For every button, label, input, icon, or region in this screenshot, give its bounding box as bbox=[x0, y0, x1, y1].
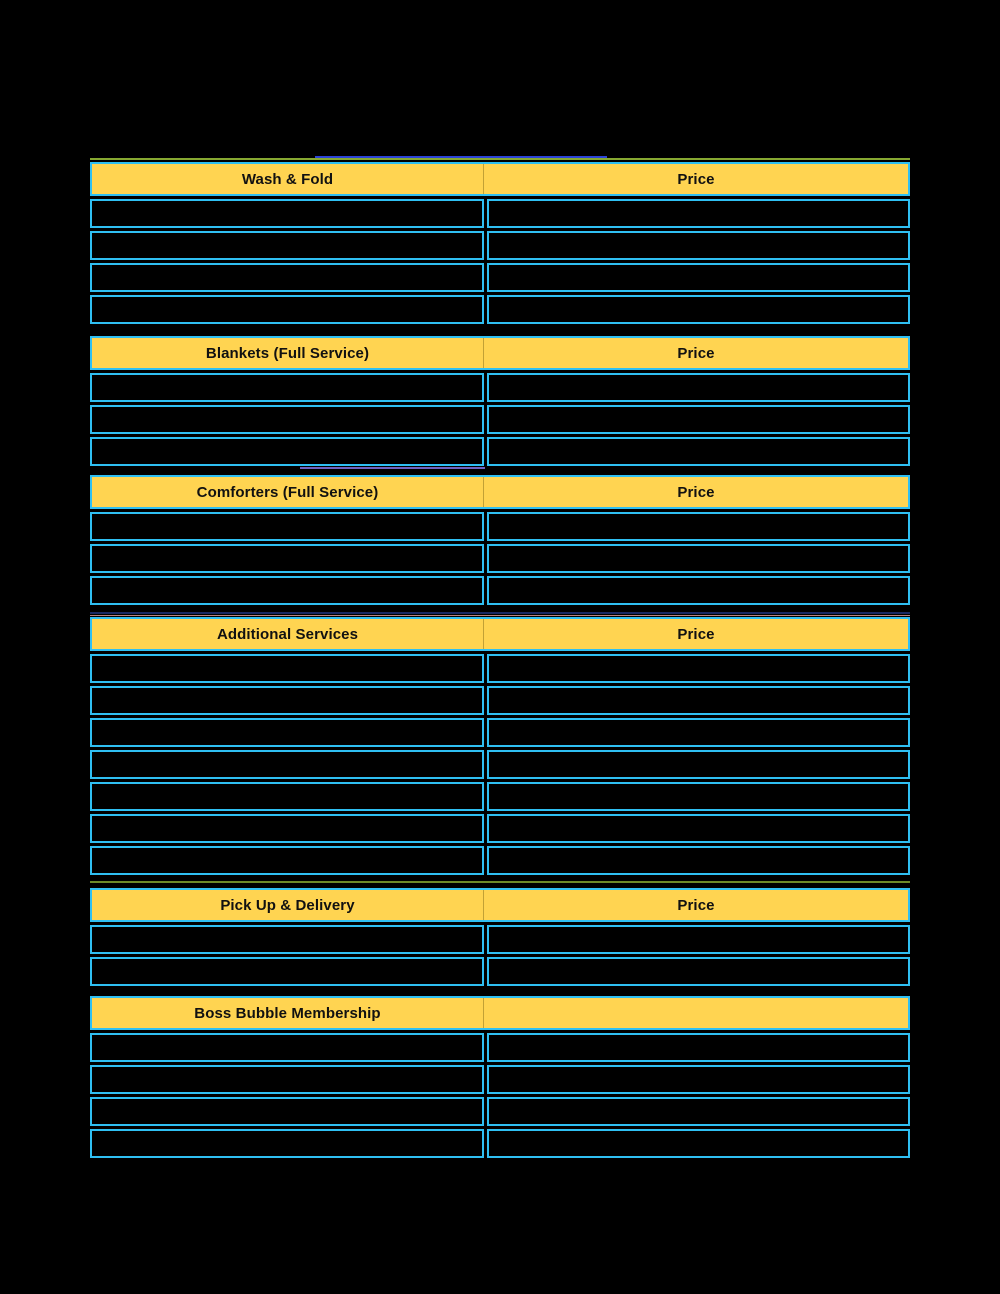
price-cell bbox=[487, 1065, 910, 1094]
service-cell bbox=[90, 718, 484, 747]
service-cell bbox=[90, 1065, 484, 1094]
pricing-table-additional-services bbox=[90, 617, 910, 875]
service-cell bbox=[90, 263, 484, 292]
table-body bbox=[90, 1033, 910, 1158]
table-header-price: Price bbox=[483, 338, 908, 368]
pricing-table-pickup-delivery bbox=[90, 888, 910, 986]
decorative-line bbox=[90, 612, 910, 614]
table-row bbox=[90, 1065, 910, 1094]
table-header-price: Price bbox=[483, 619, 908, 649]
service-cell bbox=[90, 231, 484, 260]
table-row bbox=[90, 373, 910, 402]
pricing-table-comforters bbox=[90, 475, 910, 605]
table-header-price: Price bbox=[483, 477, 908, 507]
table-header-category: Additional Services bbox=[216, 625, 359, 643]
service-cell bbox=[90, 373, 484, 402]
pricing-table-wash-and-fold bbox=[90, 162, 910, 324]
table-row bbox=[90, 576, 910, 605]
table-header-price: Price bbox=[483, 164, 908, 194]
price-cell bbox=[487, 405, 910, 434]
table-row bbox=[90, 263, 910, 292]
price-cell bbox=[487, 199, 910, 228]
service-cell bbox=[90, 437, 484, 466]
price-cell bbox=[487, 231, 910, 260]
table-row bbox=[90, 814, 910, 843]
service-cell bbox=[90, 576, 484, 605]
table-row bbox=[90, 925, 910, 954]
decorative-line bbox=[90, 881, 910, 883]
table-header-price bbox=[483, 998, 908, 1028]
service-cell bbox=[90, 1097, 484, 1126]
service-cell bbox=[90, 295, 484, 324]
table-row bbox=[90, 231, 910, 260]
table-header-category: Blankets (Full Service) bbox=[205, 344, 370, 362]
price-cell bbox=[487, 263, 910, 292]
table-body bbox=[90, 199, 910, 324]
service-cell bbox=[90, 654, 484, 683]
service-cell bbox=[90, 814, 484, 843]
service-cell bbox=[90, 957, 484, 986]
price-cell bbox=[487, 814, 910, 843]
decorative-line bbox=[315, 156, 607, 158]
table-header-row bbox=[90, 336, 910, 370]
price-cell bbox=[487, 654, 910, 683]
table-row bbox=[90, 750, 910, 779]
table-header-row bbox=[90, 475, 910, 509]
pricing-table-membership bbox=[90, 996, 910, 1158]
price-cell bbox=[487, 846, 910, 875]
table-row bbox=[90, 544, 910, 573]
table-header-row bbox=[90, 162, 910, 196]
table-row bbox=[90, 199, 910, 228]
table-row bbox=[90, 1033, 910, 1062]
service-cell bbox=[90, 1129, 484, 1158]
table-header-price: Price bbox=[483, 890, 908, 920]
service-cell bbox=[90, 512, 484, 541]
table-header-category: Wash & Fold bbox=[241, 170, 334, 188]
service-cell bbox=[90, 199, 484, 228]
decorative-line bbox=[300, 467, 485, 469]
table-row bbox=[90, 654, 910, 683]
table-row bbox=[90, 718, 910, 747]
price-cell bbox=[487, 1129, 910, 1158]
table-body bbox=[90, 373, 910, 466]
service-cell bbox=[90, 750, 484, 779]
table-row bbox=[90, 437, 910, 466]
service-cell bbox=[90, 846, 484, 875]
price-cell bbox=[487, 373, 910, 402]
pricing-table-blankets bbox=[90, 336, 910, 466]
price-cell bbox=[487, 925, 910, 954]
table-row bbox=[90, 295, 910, 324]
service-cell bbox=[90, 544, 484, 573]
table-header-category: Comforters (Full Service) bbox=[196, 483, 379, 501]
price-cell bbox=[487, 957, 910, 986]
table-body bbox=[90, 512, 910, 605]
table-row bbox=[90, 846, 910, 875]
service-cell bbox=[90, 925, 484, 954]
table-row bbox=[90, 686, 910, 715]
table-row bbox=[90, 512, 910, 541]
table-row bbox=[90, 405, 910, 434]
service-cell bbox=[90, 1033, 484, 1062]
price-cell bbox=[487, 1033, 910, 1062]
service-cell bbox=[90, 782, 484, 811]
table-header-category: Pick Up & Delivery bbox=[220, 896, 355, 914]
price-cell bbox=[487, 718, 910, 747]
price-cell bbox=[487, 1097, 910, 1126]
price-cell bbox=[487, 437, 910, 466]
price-cell bbox=[487, 750, 910, 779]
table-header-category: Boss Bubble Membership bbox=[194, 1004, 381, 1022]
service-cell bbox=[90, 405, 484, 434]
table-row bbox=[90, 1097, 910, 1126]
price-cell bbox=[487, 544, 910, 573]
table-header-row bbox=[90, 888, 910, 922]
decorative-line bbox=[90, 615, 910, 616]
table-row bbox=[90, 1129, 910, 1158]
table-row bbox=[90, 782, 910, 811]
decorative-line bbox=[90, 158, 910, 160]
price-cell bbox=[487, 295, 910, 324]
price-cell bbox=[487, 576, 910, 605]
table-row bbox=[90, 957, 910, 986]
table-header-row bbox=[90, 996, 910, 1030]
price-cell bbox=[487, 512, 910, 541]
price-cell bbox=[487, 782, 910, 811]
table-body bbox=[90, 925, 910, 986]
price-cell bbox=[487, 686, 910, 715]
table-body bbox=[90, 654, 910, 875]
table-header-row bbox=[90, 617, 910, 651]
service-cell bbox=[90, 686, 484, 715]
